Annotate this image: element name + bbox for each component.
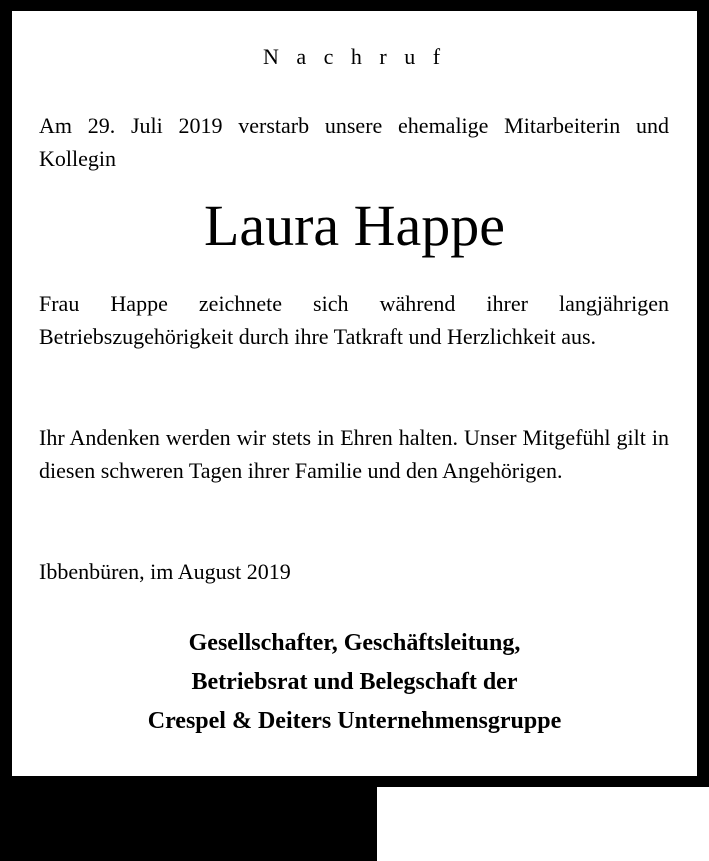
signature-line: Betriebsrat und Belegschaft der <box>191 669 518 695</box>
intro-text: Am 29. Juli 2019 verstarb unsere ehemalige Mitarbeiterin und Kollegin <box>39 113 669 171</box>
place-date: Ibbenbüren, im August 2019 <box>39 559 291 584</box>
obituary-heading: N a c h r u f <box>262 44 447 69</box>
condolence-paragraph: Ihr Andenken werden wir stets in Ehren halten. Unser Mitgefühl gilt in diesen schweren Tagen ihrer Familie und den Angehörigen. <box>39 425 669 483</box>
signature-line: Gesellschafter, Geschäftsleitung, <box>188 630 521 656</box>
tribute-paragraph: Frau Happe zeichnete sich während ihrer langjährigen Betriebszugehörigkeit durch ihre Tatkraft und Herzlichkeit aus. <box>39 291 669 349</box>
signature-line: Crespel & Deiters Unternehmensgruppe <box>147 708 562 734</box>
signature-block <box>12 624 697 741</box>
deceased-name: Laura Happe <box>203 193 506 258</box>
black-border-tail <box>0 787 377 861</box>
obituary-card <box>12 11 697 776</box>
